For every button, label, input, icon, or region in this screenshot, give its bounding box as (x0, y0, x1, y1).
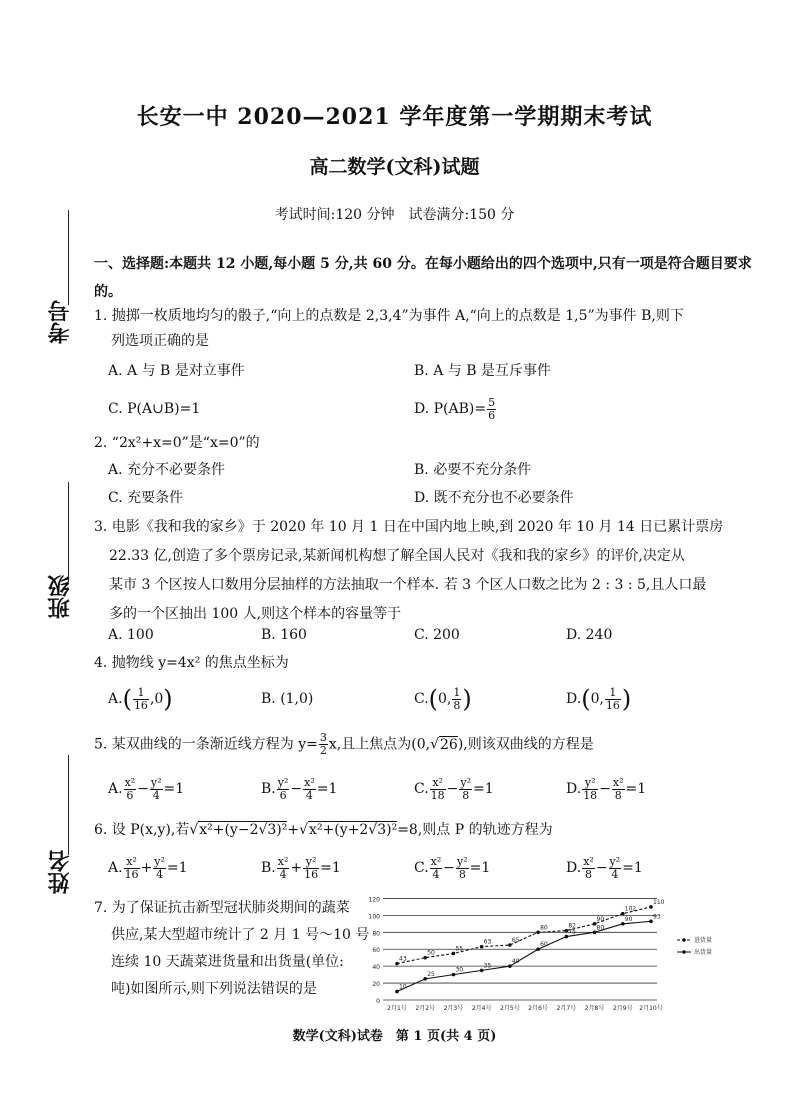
q6-stem-post: =8,则点 P 的轨迹方程为 (397, 822, 553, 838)
q6-c-n2: y² (457, 854, 468, 868)
q4-option-a (108, 686, 173, 712)
q5-stem-pre: 5. 某双曲线的一条渐近线方程为 y= (94, 736, 318, 753)
data-label: 30 (455, 966, 464, 974)
q6-option-c (414, 855, 490, 881)
class-underline (68, 482, 69, 582)
legend-label: 出货量 (694, 949, 713, 956)
q1-d-fraction (487, 397, 496, 422)
name-label: 姓名 (47, 850, 73, 894)
data-label: 43 (399, 955, 407, 963)
q6-a-frac2 (153, 856, 166, 881)
q6-c-frac1 (430, 856, 443, 881)
q6-a-d1: 16 (124, 867, 139, 881)
q4-c-lparen: ( (428, 685, 439, 713)
q6-a-n2: y² (154, 854, 165, 868)
legend-marker (682, 938, 686, 942)
q1-d-prefix: D. P(AB)= (414, 401, 487, 417)
data-label: 63 (483, 938, 492, 946)
q2-option-c: C. 充要条件 (108, 490, 184, 506)
q5-stem-num: 3 (319, 731, 327, 744)
q5-option-c (414, 776, 494, 802)
q1-option-d (414, 396, 497, 422)
q4-c-rparen: ) (462, 685, 472, 713)
q6-option-a (108, 855, 188, 881)
q4-option-b: B. (1,0) (261, 691, 314, 707)
q5-a-label: A. (108, 781, 123, 797)
q5-b-eq: =1 (316, 781, 338, 797)
q5-c-op: − (446, 781, 459, 797)
q6-d-d1: 8 (585, 867, 592, 881)
q1-option-c: C. P(A∪B)=1 (108, 401, 201, 417)
question-1 (94, 304, 774, 354)
q6-option-d (566, 855, 643, 881)
data-label: 102 (624, 905, 637, 913)
q7-line1: 7. 为了保证抗击新型冠状肺炎期间的蔬菜 (94, 900, 350, 916)
q4-a-den: 16 (133, 698, 148, 712)
q6-c-eq: =1 (469, 860, 491, 876)
q5-a-n2: y² (150, 775, 162, 789)
q1-d-num: 5 (488, 395, 496, 409)
data-label: 93 (653, 913, 661, 921)
q4-c-num: 1 (453, 685, 461, 699)
q1-option-a: A. A 与 B 是对立事件 (108, 363, 245, 379)
q4-d-lparen: ( (581, 685, 591, 713)
q5-c-d2: 8 (462, 788, 470, 802)
exam-subtitle: 高二数学(文科)试题 (309, 156, 480, 178)
data-label: 90 (596, 915, 605, 923)
x-tick-label: 2月2号 (415, 1005, 436, 1012)
q1-stem-cont: 列选项正确的是 (111, 333, 209, 349)
x-tick-label: 2月7号 (556, 1005, 577, 1012)
q4-option-d (566, 686, 631, 712)
q4-c-den: 8 (453, 698, 461, 712)
data-label: 10 (399, 983, 407, 991)
data-label: 55 (455, 945, 464, 953)
q6-a-n1: x² (124, 856, 140, 869)
q5-stem-post: x,且上焦点为(0, (328, 736, 431, 753)
data-label: 82 (568, 922, 576, 930)
q4-a-rparen: ) (163, 685, 173, 713)
q1-option-b: B. A 与 B 是互斥事件 (414, 363, 551, 379)
q3-option-c: C. 200 (414, 627, 460, 643)
q3-line3: 某市 3 个区按人口数用分层抽样的方法抽取一个样本. 若 3 个区人口数之比为 2 : 3 : 5,且人口最 (109, 577, 707, 593)
exam-meta: 考试时间:120 分钟 试卷满分:150 分 (274, 207, 515, 223)
q6-c-n1: x² (430, 854, 442, 868)
q3-line2: 22.33 亿,创造了多个票房记录,某新闻机构想了解全国人民对《我和我的家乡》的评价,决定从 (109, 548, 685, 564)
q5-d-n1: y² (582, 777, 598, 790)
y-tick-label: 80 (372, 930, 380, 938)
data-label: 80 (596, 924, 605, 932)
y-tick-label: 60 (372, 947, 380, 955)
q5-c-frac1 (430, 777, 446, 802)
q6-b-op: + (290, 860, 303, 876)
q4-c-fraction (452, 687, 461, 712)
q6-d-label: D. (566, 860, 582, 876)
q5-d-d2: 8 (614, 788, 622, 802)
data-label: 65 (511, 937, 520, 944)
x-tick-label: 2月8号 (584, 1005, 605, 1012)
q6-b-eq: =1 (320, 860, 341, 876)
y-tick-label: 120 (368, 896, 380, 904)
q6-d-eq: =1 (622, 860, 643, 876)
q3-option-a: A. 100 (108, 627, 154, 643)
q7-line4: 吨)如图所示,则下列说法错误的是 (111, 981, 317, 997)
q5-a-n1: x² (124, 775, 136, 789)
series-line (397, 921, 651, 991)
q2-option-a: A. 充分不必要条件 (108, 462, 226, 478)
q7-line2: 供应,某大型超市统计了 2 月 1 号～10 号 (111, 927, 370, 943)
x-tick-label: 2月4号 (471, 1005, 492, 1012)
q6-a-frac1 (124, 856, 140, 881)
q4-d-fraction (605, 687, 621, 712)
q6-b-frac2 (303, 856, 319, 881)
q4-d-label: D. (566, 691, 582, 707)
q5-b-d2: 4 (305, 788, 313, 802)
q6-b-frac1 (277, 856, 290, 881)
q6-d-frac1 (582, 856, 595, 881)
q6-c-label: C. (414, 860, 429, 876)
exam-title: 长安一中 2020—2021 学年度第一学期期末考试 (136, 104, 653, 130)
q5-a-frac2 (150, 777, 163, 802)
q6-b-d1: 4 (279, 867, 287, 881)
q5-a-d2: 4 (152, 788, 160, 802)
q5-b-d1: 6 (279, 788, 287, 802)
q5-a-d1: 6 (126, 788, 134, 802)
q5-d-label: D. (566, 781, 582, 797)
data-label: 75 (568, 928, 576, 936)
x-tick-label: 2月6号 (528, 1005, 548, 1012)
q5-option-a (108, 776, 184, 802)
q5-c-eq: =1 (473, 781, 494, 797)
legend-marker (682, 950, 686, 954)
q6-d-frac2 (609, 856, 622, 881)
q5-stem-end: ),则该双曲线的方程是 (457, 736, 594, 753)
q6-a-op: + (140, 860, 153, 876)
q1-stem: 1. 抛掷一枚质地均匀的骰子,“向上的点数是 2,3,4”为事件 A,“向上的点数是 1,5”为事件 B,则下 (94, 308, 684, 324)
q1-d-den: 6 (488, 408, 496, 422)
q5-option-d (566, 776, 646, 802)
q4-a-num: 1 (133, 687, 149, 700)
q5-a-op: − (137, 781, 149, 797)
question-4 (94, 651, 774, 676)
data-label: 60 (540, 941, 548, 949)
class-label: 班级 (47, 575, 73, 619)
q5-c-n2: y² (460, 775, 472, 789)
q3-line4: 多的一个区抽出 100 人,则这个样本的容量等于 (109, 606, 402, 622)
q4-a-label: A. (108, 691, 123, 707)
q5-option-b (261, 776, 337, 802)
q4-a-fraction (133, 687, 149, 712)
question-6: 6. 设 P(x,y),若√x²+(y−2√3)²+√x²+(y+2√3)²=8,则点 P 的轨迹方程为 (94, 822, 553, 838)
q5-d-frac1 (582, 777, 598, 802)
q5-d-frac2 (612, 777, 625, 802)
q6-sqrt1: x²+(y−2√3)² (199, 822, 288, 838)
q6-stem-pre: 6. 设 P(x,y),若 (94, 822, 190, 838)
q5-d-d1: 18 (583, 788, 598, 802)
q4-a-rest: ,0 (149, 691, 164, 707)
q5-d-op: − (599, 781, 611, 797)
y-tick-label: 0 (376, 998, 380, 1005)
q5-stem-sqrt: 26 (440, 736, 458, 753)
q5-a-frac1 (124, 777, 137, 802)
name-underline (68, 755, 69, 855)
y-tick-label: 20 (372, 981, 380, 989)
q5-b-n1: y² (277, 775, 289, 789)
id-label: 考号 (47, 300, 73, 344)
q4-option-c (414, 686, 472, 712)
y-tick-label: 100 (368, 913, 380, 921)
q4-stem: 4. 抛物线 y=4x² 的焦点坐标为 (94, 655, 289, 671)
q6-a-label: A. (108, 860, 123, 876)
q2-stem: 2. “2x²+x=0”是“x=0”的 (94, 435, 260, 451)
data-label: 90 (624, 915, 633, 923)
question-5: 5. 某双曲线的一条渐近线方程为 y= $\frac{3}{2}$ x,且上焦点为(0,√26),则该双曲线的方程是 (94, 731, 594, 757)
q5-b-n2: x² (304, 775, 315, 789)
q3-line1: 3. 电影《我和我的家乡》于 2020 年 10 月 1 日在中国内地上映,到 2020 年 10 月 14 日已累计票房 (94, 519, 724, 535)
q5-c-d1: 18 (430, 788, 445, 802)
q2-option-b: B. 必要不充分条件 (414, 462, 532, 478)
q6-sqrt2: x²+(y+2√3)² (309, 822, 398, 838)
section-heading-text: 一、选择题:本题共 12 小题,每小题 5 分,共 60 分。在每小题给出的四个选项中,只有一项是符合题目要求的。 (94, 256, 752, 300)
q4-d-num: 1 (605, 687, 621, 700)
data-label: 110 (653, 898, 665, 906)
q6-b-n2: y² (303, 856, 319, 869)
data-label: 80 (540, 924, 548, 932)
q6-c-d2: 8 (458, 867, 466, 881)
page-footer: 数学(文科)试卷 第 1 页(共 4 页) (292, 1029, 497, 1044)
q6-b-label: B. (261, 860, 276, 876)
q4-d-rparen: ) (621, 685, 632, 713)
x-tick-label: 2月1号 (387, 1005, 407, 1012)
q5-d-n2: x² (612, 775, 624, 789)
q5-b-label: B. (261, 781, 276, 797)
vegetable-supply-chart (365, 885, 725, 1015)
data-label: 50 (427, 949, 435, 957)
q5-b-frac2 (303, 777, 316, 802)
q6-d-n2: y² (609, 854, 621, 868)
q6-b-d2: 16 (304, 867, 319, 881)
q6-b-n1: x² (277, 854, 289, 868)
q7-line3: 连续 10 天蔬菜进货量和出货量(单位: (111, 954, 344, 970)
q3-option-d: D. 240 (566, 627, 613, 643)
q5-b-op: − (290, 781, 303, 797)
question-3 (94, 513, 774, 629)
x-tick-label: 2月9号 (612, 1005, 633, 1012)
x-tick-label: 2月3号 (443, 1005, 464, 1012)
q6-a-eq: =1 (166, 860, 188, 876)
x-tick-label: 2月10号 (639, 1005, 663, 1012)
q2-option-d: D. 既不充分也不必要条件 (414, 490, 574, 506)
q5-c-label: C. (414, 781, 429, 797)
q6-c-frac2 (456, 856, 469, 881)
q4-d-den: 16 (605, 698, 620, 712)
legend-label: 进货量 (694, 937, 713, 944)
data-label: 35 (483, 962, 492, 970)
y-tick-label: 40 (372, 964, 380, 972)
q5-stem-fraction (319, 732, 328, 757)
q5-c-n1: x² (430, 777, 446, 790)
data-label: 40 (511, 958, 520, 966)
q6-d-d2: 4 (611, 867, 619, 881)
question-7 (94, 895, 374, 1003)
q6-c-d1: 4 (432, 867, 440, 881)
section-heading (94, 250, 769, 306)
q3-option-b: B. 160 (261, 627, 307, 643)
q5-b-frac1 (277, 777, 290, 802)
x-tick-label: 2月5号 (500, 1005, 520, 1012)
id-underline (68, 210, 69, 305)
q4-c-pre: 0, (438, 691, 452, 707)
q6-c-op: − (443, 860, 456, 876)
q6-d-n1: x² (583, 854, 594, 868)
q6-option-b (261, 855, 341, 881)
q5-d-eq: =1 (625, 781, 647, 797)
q6-a-d2: 4 (156, 867, 164, 881)
q4-a-lparen: ( (122, 685, 132, 713)
q4-d-pre: 0, (590, 691, 604, 707)
q4-c-label: C. (414, 691, 429, 707)
q5-a-eq: =1 (163, 781, 185, 797)
q5-c-frac2 (459, 777, 472, 802)
q5-stem-den: 2 (319, 744, 327, 757)
q6-plus: + (287, 822, 300, 838)
q6-d-op: − (595, 860, 608, 876)
data-label: 25 (427, 970, 435, 978)
question-2 (94, 431, 774, 456)
